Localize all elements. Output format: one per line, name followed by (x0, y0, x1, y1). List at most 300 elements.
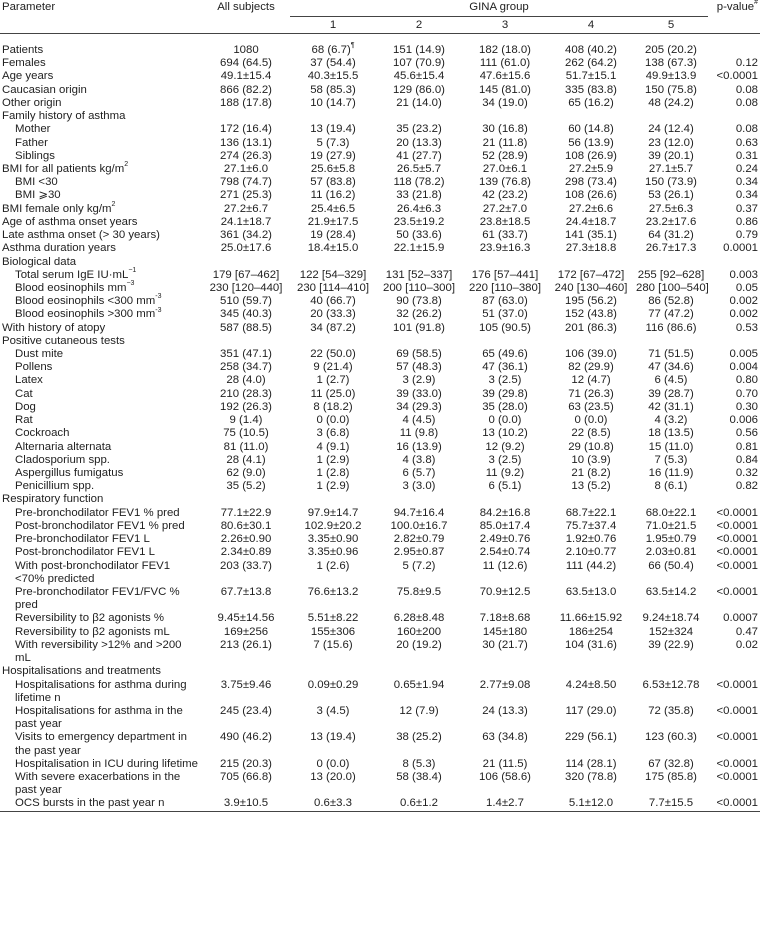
cell-value: 145±180 (482, 625, 528, 638)
cell-value: 68.7±22.1 (565, 506, 617, 519)
row-label (0, 454, 202, 467)
cell-p-value (708, 758, 760, 771)
row-label-text: With reversibility >12% and >200 mL (15, 638, 182, 665)
row-label (0, 520, 202, 533)
cell-gina-3 (462, 797, 548, 811)
cell-gina-2 (376, 546, 462, 559)
cell-value: 90 (73.8) (396, 295, 442, 308)
cell-value: 34 (87.2) (310, 321, 356, 334)
cell-gina-5 (634, 256, 708, 269)
cell-gina-3 (462, 163, 548, 176)
row-label (0, 467, 202, 480)
cell-value: 102.9±20.2 (304, 519, 362, 532)
cell-value: 57 (83.8) (310, 176, 356, 189)
cell-value: 195 (56.2) (565, 295, 617, 308)
cell-value: 39 (29.8) (482, 387, 528, 400)
cell-p-value (708, 269, 760, 282)
table-row (0, 414, 760, 427)
cell-gina-3 (462, 97, 548, 110)
cell-gina-1 (290, 626, 376, 639)
cell-value: 0.65±1.94 (393, 678, 445, 691)
cell-value: 19 (28.4) (310, 229, 356, 242)
cell-p-value (708, 70, 760, 83)
cell-value: 7.7±15.5 (648, 797, 694, 810)
cell-p-value (708, 427, 760, 440)
cell-gina-1 (290, 401, 376, 414)
cell-gina-1 (290, 679, 376, 705)
cell-value: 106 (39.0) (565, 348, 617, 361)
cell-value: 160±200 (396, 625, 442, 638)
cell-value: 6.28±8.48 (393, 612, 445, 625)
cell-value: 33 (21.8) (396, 189, 442, 202)
cell-value: 182 (18.0) (479, 44, 531, 56)
header-p-value (708, 0, 760, 34)
row-label (0, 200, 202, 216)
cell-value: 255 [92–628] (637, 268, 705, 281)
row-label-text: Cat (15, 387, 33, 400)
cell-value: 298 (73.4) (565, 176, 617, 189)
cell-value: 6 (4.5) (654, 374, 688, 387)
cell-p-value (708, 665, 760, 678)
cell-gina-4 (548, 427, 634, 440)
row-label (0, 414, 202, 427)
cell-gina-2 (376, 269, 462, 282)
cell-value: 58 (85.3) (310, 83, 356, 96)
row-label (0, 639, 202, 665)
cell-all-subjects (202, 282, 290, 295)
table-row (0, 269, 760, 282)
cell-gina-2 (376, 705, 462, 731)
cell-value: 18.4±15.0 (307, 242, 359, 255)
cell-value: 0.34 (735, 189, 759, 202)
header-gina-group: GINA group (290, 0, 708, 17)
cell-gina-5 (634, 507, 708, 520)
cell-gina-4 (548, 771, 634, 797)
cell-gina-4 (548, 269, 634, 282)
cell-value: 26.5±5.7 (396, 162, 442, 175)
cell-gina-2 (376, 216, 462, 229)
cell-gina-1 (290, 507, 376, 520)
cell-value: 8 (18.2) (313, 400, 353, 413)
row-label (0, 44, 202, 57)
row-label-text: Alternaria alternata (15, 440, 112, 453)
cell-value: 2.54±0.74 (479, 546, 531, 559)
cell-p-value (708, 84, 760, 97)
cell-gina-3 (462, 137, 548, 150)
row-label-text: Hospitalisations for asthma during lifetime n (15, 678, 187, 704)
cell-gina-1 (290, 44, 376, 57)
cell-gina-1 (290, 256, 376, 269)
cell-all-subjects (202, 97, 290, 110)
cell-gina-4 (548, 441, 634, 454)
cell-value: 11 (25.0) (310, 387, 356, 400)
cell-value: 42 (23.2) (482, 189, 528, 202)
cell-all-subjects (202, 189, 290, 202)
cell-value: 16 (13.9) (396, 440, 442, 453)
cell-all-subjects (202, 586, 290, 612)
header-p-value-label: p-value (716, 1, 755, 13)
row-label (0, 665, 202, 678)
cell-gina-3 (462, 348, 548, 361)
table-row (0, 137, 760, 150)
cell-all-subjects (202, 348, 290, 361)
cell-p-value (708, 176, 760, 189)
row-label-text: Hospitalisation in ICU during lifetime (15, 757, 198, 770)
cell-all-subjects (202, 84, 290, 97)
cell-p-value (708, 44, 760, 57)
cell-value: 510 (59.7) (220, 295, 272, 308)
cell-gina-2 (376, 414, 462, 427)
cell-p-value (708, 679, 760, 705)
cell-value: <0.0001 (716, 704, 759, 717)
cell-gina-1 (290, 123, 376, 136)
cell-value: 2.95±0.87 (393, 546, 445, 559)
cell-p-value (708, 361, 760, 374)
cell-gina-4 (548, 560, 634, 586)
cell-gina-4 (548, 586, 634, 612)
table-row (0, 335, 760, 348)
cell-all-subjects (202, 705, 290, 731)
cell-all-subjects (202, 163, 290, 176)
cell-all-subjects (202, 493, 290, 506)
cell-gina-5 (634, 758, 708, 771)
row-label (0, 176, 202, 189)
cell-gina-5 (634, 533, 708, 546)
row-label-text: Asthma duration years (2, 242, 116, 255)
cell-value: 11 (9.8) (399, 427, 439, 440)
cell-gina-1 (290, 758, 376, 771)
row-label (0, 97, 202, 110)
cell-gina-1 (290, 203, 376, 216)
cell-value: 27.1±6.0 (223, 162, 269, 175)
row-label (0, 242, 202, 255)
cell-value: 30 (16.8) (482, 123, 528, 136)
row-label-text: Aspergillus fumigatus (15, 467, 124, 479)
cell-gina-3 (462, 493, 548, 506)
cell-gina-4 (548, 374, 634, 387)
cell-p-value (708, 229, 760, 242)
cell-value: 0.005 (729, 348, 759, 361)
cell-gina-5 (634, 229, 708, 242)
cell-gina-4 (548, 414, 634, 427)
cell-gina-3 (462, 507, 548, 520)
cell-gina-2 (376, 507, 462, 520)
row-label (0, 361, 202, 374)
row-label (0, 612, 202, 625)
cell-gina-4 (548, 163, 634, 176)
cell-value: 51 (37.0) (482, 308, 528, 321)
cell-gina-4 (548, 467, 634, 480)
row-label-superscript: -3 (155, 293, 162, 301)
cell-p-value (708, 414, 760, 427)
cell-value: 35 (23.2) (396, 123, 442, 136)
table-row (0, 612, 760, 625)
cell-value: 39 (22.9) (648, 638, 694, 651)
row-label (0, 266, 202, 282)
cell-value: 1 (2.6) (316, 559, 350, 572)
cell-p-value (708, 401, 760, 414)
cell-value: 0.05 (735, 281, 759, 294)
cell-gina-5 (634, 57, 708, 70)
cell-value: 111 (44.2) (565, 559, 617, 572)
cell-value: 136 (13.1) (220, 136, 272, 149)
cell-value: 80.6±30.1 (220, 519, 272, 532)
cell-gina-1 (290, 493, 376, 506)
cell-gina-4 (548, 731, 634, 757)
row-label (0, 705, 202, 731)
row-label-text: Females (2, 57, 46, 70)
cell-value: 4.24±8.50 (565, 678, 617, 691)
cell-value: 11 (16.2) (310, 189, 356, 202)
cell-value: 50 (33.6) (396, 229, 442, 242)
cell-value: 5.1±12.0 (568, 797, 614, 810)
cell-value: 23.9±16.3 (479, 242, 531, 255)
row-label-superscript: 2 (124, 161, 129, 169)
cell-gina-2 (376, 84, 462, 97)
row-label (0, 308, 202, 321)
cell-value: 5 (7.3) (316, 136, 350, 149)
cell-value: 71 (26.3) (568, 387, 614, 400)
cell-value: 9 (1.4) (229, 414, 263, 427)
cell-all-subjects (202, 57, 290, 70)
cell-gina-2 (376, 731, 462, 757)
cell-gina-5 (634, 427, 708, 440)
row-label-text: With severe exacerbations in the past year (15, 771, 181, 797)
cell-all-subjects (202, 612, 290, 625)
cell-value: 587 (88.5) (220, 321, 272, 334)
cell-value: 0.004 (729, 361, 759, 374)
cell-gina-4 (548, 520, 634, 533)
cell-gina-2 (376, 427, 462, 440)
row-label-text: Penicillium spp. (15, 480, 95, 493)
row-label (0, 560, 202, 586)
cell-gina-4 (548, 507, 634, 520)
cell-gina-3 (462, 295, 548, 308)
cell-value: 213 (26.1) (220, 638, 272, 651)
cell-value: 40 (66.7) (310, 295, 356, 308)
cell-value: <0.0001 (716, 70, 759, 83)
cell-value: 22 (50.0) (310, 348, 356, 361)
cell-value: 1 (2.7) (316, 374, 350, 387)
cell-value: 39 (33.0) (396, 387, 442, 400)
cell-value: 176 [57–441] (471, 268, 539, 281)
cell-gina-4 (548, 758, 634, 771)
cell-value: 87 (63.0) (482, 295, 528, 308)
cell-gina-5 (634, 731, 708, 757)
cell-gina-5 (634, 705, 708, 731)
cell-value: 84.2±16.8 (479, 506, 531, 519)
table-row (0, 480, 760, 493)
cell-all-subjects (202, 176, 290, 189)
cell-gina-1 (290, 427, 376, 440)
cell-p-value (708, 242, 760, 255)
cell-gina-2 (376, 374, 462, 387)
cell-value: 0.63 (735, 136, 759, 149)
cell-gina-4 (548, 84, 634, 97)
cell-gina-3 (462, 626, 548, 639)
cell-gina-3 (462, 176, 548, 189)
cell-value: 60 (14.8) (568, 123, 614, 136)
cell-value: 2.82±0.79 (393, 533, 445, 546)
cell-gina-2 (376, 480, 462, 493)
cell-gina-4 (548, 665, 634, 678)
cell-gina-2 (376, 163, 462, 176)
cell-all-subjects (202, 546, 290, 559)
cell-gina-3 (462, 269, 548, 282)
cell-gina-2 (376, 110, 462, 123)
cell-value: 21 (14.0) (396, 96, 442, 109)
row-label (0, 57, 202, 70)
row-label (0, 163, 202, 176)
table-row (0, 520, 760, 533)
cell-all-subjects (202, 533, 290, 546)
cell-value: 37 (54.4) (310, 57, 356, 70)
cell-gina-2 (376, 229, 462, 242)
cell-value: 1.92±0.76 (565, 533, 617, 546)
cell-value: 0.86 (735, 215, 759, 228)
cell-value: 0.53 (735, 321, 759, 334)
cell-value: 0.002 (729, 295, 759, 308)
cell-gina-1 (290, 639, 376, 665)
row-label (0, 388, 202, 401)
row-label-text: Reversibility to β2 agonists % (15, 612, 164, 625)
cell-gina-5 (634, 771, 708, 797)
cell-value: 335 (83.8) (565, 83, 617, 96)
cell-gina-2 (376, 97, 462, 110)
cell-value: 108 (26.6) (565, 189, 617, 202)
cell-value: 0 (0.0) (316, 414, 350, 427)
cell-value: 0.32 (735, 467, 759, 479)
cell-gina-2 (376, 137, 462, 150)
cell-gina-1 (290, 546, 376, 559)
cell-gina-1 (290, 84, 376, 97)
cell-gina-2 (376, 256, 462, 269)
cell-value: 75.7±37.4 (565, 519, 617, 532)
cell-value: 271 (25.3) (220, 189, 272, 202)
cell-gina-3 (462, 335, 548, 348)
cell-gina-2 (376, 639, 462, 665)
row-label (0, 374, 202, 387)
cell-p-value (708, 493, 760, 506)
row-label (0, 282, 202, 295)
cell-gina-3 (462, 731, 548, 757)
cell-value: 23.2±17.6 (645, 215, 697, 228)
cell-gina-1 (290, 176, 376, 189)
cell-value: 220 [110–380] (469, 281, 541, 294)
cell-value: 0.0007 (723, 612, 759, 625)
cell-value: 77.1±22.9 (220, 506, 272, 519)
table-row (0, 216, 760, 229)
row-label-text: Blood eosinophils >300 mm (15, 308, 156, 321)
cell-value: 53 (26.1) (648, 189, 694, 202)
cell-value: 3 (2.5) (488, 453, 522, 466)
cell-value: 52 (28.9) (482, 149, 528, 162)
cell-gina-1 (290, 520, 376, 533)
cell-value: 9.45±14.56 (217, 612, 275, 625)
row-label-text: OCS bursts in the past year n (15, 797, 165, 810)
cell-gina-3 (462, 57, 548, 70)
cell-all-subjects (202, 361, 290, 374)
row-label (0, 110, 202, 123)
cell-value: 1 (2.9) (316, 453, 350, 466)
cell-p-value (708, 189, 760, 202)
cell-value: <0.0001 (716, 559, 759, 572)
cell-p-value (708, 467, 760, 480)
cell-gina-2 (376, 454, 462, 467)
cell-value: 155±306 (310, 625, 356, 638)
row-label (0, 493, 202, 506)
cell-value: 274 (26.3) (220, 149, 272, 162)
cell-gina-1 (290, 705, 376, 731)
table-row (0, 242, 760, 255)
cell-gina-5 (634, 480, 708, 493)
table-row (0, 401, 760, 414)
cell-gina-3 (462, 441, 548, 454)
table-row (0, 322, 760, 335)
table-row (0, 797, 760, 811)
cell-p-value (708, 110, 760, 123)
cell-gina-4 (548, 480, 634, 493)
header-parameter: Parameter (0, 0, 202, 34)
row-label-text: Post-bronchodilator FEV1 % pred (15, 519, 185, 532)
cell-value: 18 (13.5) (648, 427, 694, 440)
row-label-text: BMI ⩾30 (15, 189, 61, 202)
cell-value: 11 (12.6) (482, 559, 528, 572)
table-row (0, 533, 760, 546)
row-label (0, 401, 202, 414)
cell-value: 63.5±14.2 (645, 585, 697, 598)
row-label-text: Pre-bronchodilator FEV1 % pred (15, 506, 180, 519)
cell-value: 280 [100–540] (636, 281, 709, 294)
cell-gina-3 (462, 70, 548, 83)
cell-gina-5 (634, 361, 708, 374)
cell-gina-4 (548, 612, 634, 625)
cell-value: 26.4±6.3 (396, 202, 442, 215)
cell-value: 188 (17.8) (220, 96, 272, 109)
cell-gina-5 (634, 203, 708, 216)
cell-value: 5.51±8.22 (307, 612, 359, 625)
row-label-text: Other origin (2, 96, 62, 109)
cell-value: 10 (3.9) (571, 453, 611, 466)
row-label (0, 84, 202, 97)
cell-gina-4 (548, 705, 634, 731)
cell-gina-4 (548, 361, 634, 374)
cell-value: 245 (23.4) (220, 704, 272, 717)
cell-value: 63.5±13.0 (565, 585, 617, 598)
cell-p-value (708, 586, 760, 612)
table-row (0, 731, 760, 757)
cell-value: 111 (61.0) (479, 57, 531, 70)
cell-value: 262 (64.2) (565, 57, 617, 70)
cell-value: 118 (78.2) (393, 176, 445, 189)
table-row (0, 70, 760, 83)
cell-gina-2 (376, 560, 462, 586)
cell-value: 3.35±0.96 (307, 546, 359, 559)
cell-all-subjects (202, 242, 290, 255)
cell-value: 101 (91.8) (393, 321, 445, 334)
cell-gina-2 (376, 57, 462, 70)
row-label-text: Pre-bronchodilator FEV1/FVC % pred (15, 585, 180, 612)
cell-p-value (708, 560, 760, 586)
cell-gina-5 (634, 626, 708, 639)
cell-gina-3 (462, 546, 548, 559)
cell-value: 152±324 (648, 625, 694, 638)
header-group-2: 2 (376, 17, 462, 34)
cell-value: 705 (66.8) (220, 771, 272, 784)
cell-gina-3 (462, 401, 548, 414)
cell-gina-2 (376, 679, 462, 705)
row-label (0, 758, 202, 771)
